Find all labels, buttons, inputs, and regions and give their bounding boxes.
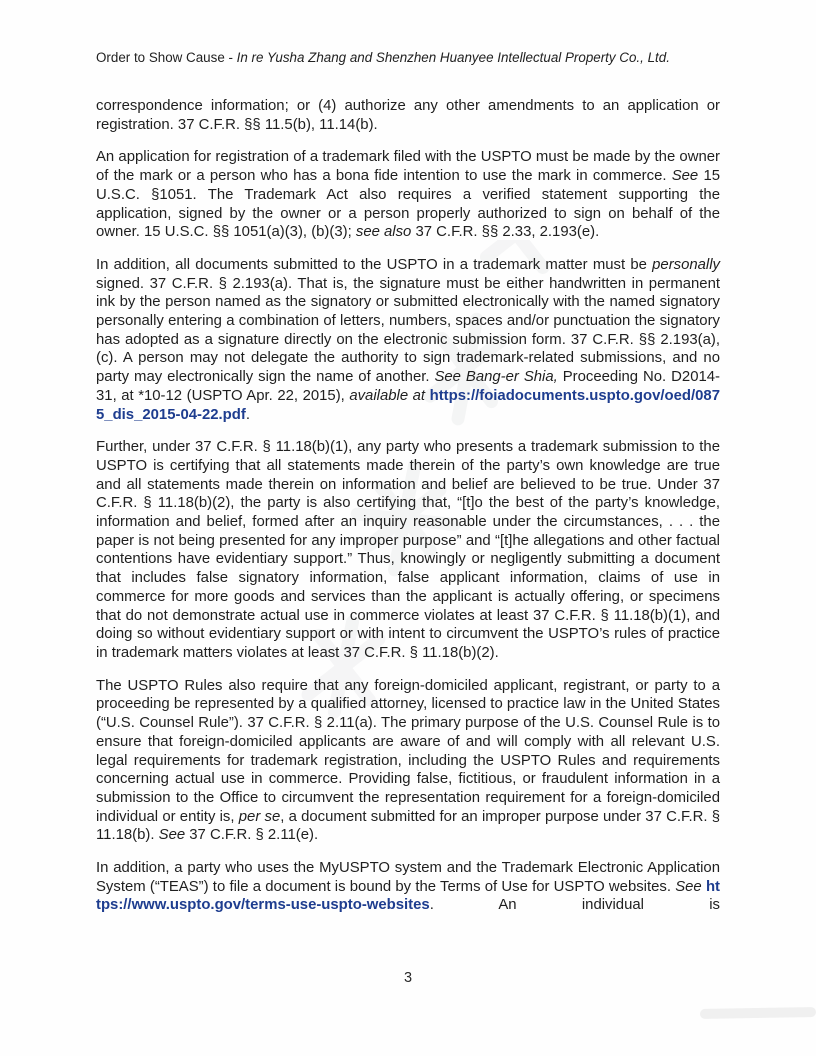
document-body xyxy=(96,97,720,929)
scan-smudge xyxy=(700,1007,816,1019)
text-segment: See xyxy=(675,878,702,895)
text-segment: Proceeding No. D2014-31, at *10-12 (USPTO Apr. 22, 2015), xyxy=(96,369,720,404)
paragraph-6 xyxy=(96,859,720,915)
text-segment: 37 C.F.R. §§ 2.33, 2.193(e). xyxy=(411,224,600,241)
page-header xyxy=(96,49,720,66)
text-segment: signed. 37 C.F.R. § 2.193(a). That is, the signature must be either handwritten in permanent ink by the person named as the signatory or submitted electronically with the named signatory personally entering a combination of letters, numbers, spaces and/or punctuation the signatory has adopted as a signature directly on the electronic submission form. 37 C.F.R. §§ 2.193(a), (c). A person may not delegate the authority to sign trademark-related submissions, and no party may electronically sign the name of another. xyxy=(96,275,720,386)
text-segment: personally xyxy=(652,256,720,273)
text-segment: see also xyxy=(355,224,412,241)
text-segment: available at xyxy=(349,387,430,404)
text-segment: An application for registration of a trademark filed with the USPTO must be made by the owner of the mark or a person who has a bona fide intention to use the mark in commerce. xyxy=(96,149,720,185)
text-segment: 37 C.F.R. § 2.11(e). xyxy=(185,827,319,844)
text-segment: correspondence information; or (4) authorize any other amendments to an application or registration. 37 C.F.R. §§ 11.5(b), 11.14(b). xyxy=(96,98,720,133)
text-segment: . xyxy=(245,406,250,423)
text-segment: The USPTO Rules also require that any foreign-domiciled applicant, registrant, or party to a proceeding be represented by a qualified attorney, licensed to practice law in the United States (“U.S. Counsel Rule”). 37 C.F.R. § 2.11(a). The primary purpose of the U.S. Counsel Rule is to ensure that foreign-domiciled applicants are aware of and will comply with all relevant U.S. legal requirements for trademark registration, including the USPTO Rules and requirements concerning actual use in commerce. Providing false, fictitious, or fraudulent information in a submission to the Office to circumvent the representation requirement for a foreign-domiciled individual or entity is, xyxy=(96,677,720,825)
paragraph-1 xyxy=(96,97,720,134)
header-case-title: In re Yusha Zhang and Shenzhen Huanyee Intellectual Property Co., Ltd. xyxy=(236,50,670,65)
paragraph-5 xyxy=(96,677,720,845)
page-footer xyxy=(0,970,816,986)
paragraph-3 xyxy=(96,256,720,424)
text-segment: . An individual is xyxy=(429,897,720,914)
text-segment: See xyxy=(158,827,186,844)
text-segment: 15 U.S.C. §1051. The Trademark Act also requires a verified statement supporting the application, signed by the owner or a person properly authorized to sign on behalf of the owner. 15 U.S.C. §§ 1051(a)(3), (b)(3); xyxy=(96,168,721,241)
text-segment: per se xyxy=(238,808,281,825)
text-segment: In addition, all documents submitted to the USPTO in a trademark matter must be xyxy=(96,256,653,273)
text-segment: In addition, a party who uses the MyUSPTO system and the Trademark Electronic Application System (“TEAS”) to file a document is bound by the Terms of Use for USPTO websites. xyxy=(96,860,720,895)
header-doc-type: Order to Show Cause - xyxy=(96,50,237,65)
text-segment: See Bang-er Shia, xyxy=(434,369,558,386)
text-segment: See xyxy=(671,168,699,185)
hyperlink[interactable]: https://www.uspto.gov/terms-use-uspto-websites xyxy=(96,878,720,914)
text-segment: , a document submitted for an improper purpose under 37 C.F.R. § 11.18(b). xyxy=(96,808,720,844)
page-number: 3 xyxy=(403,970,413,986)
hyperlink[interactable]: https://foiadocuments.uspto.gov/oed/0875_dis_2015-04-22.pdf xyxy=(96,387,720,423)
text-segment: Further, under 37 C.F.R. § 11.18(b)(1), any party who presents a trademark submission to the USPTO is certifying that all statements made therein of the party’s own knowledge are true and all statements made therein on information and belief are believed to be true. Under 37 C.F.R. § 11.18(b)(2), the party is also certifying that, “[t]o the best of the party’s knowledge, information and belief, formed after an inquiry reasonable under the circumstances, . . . the paper is not being presented for any improper purpose” and “[t]he allegations and other factual contentions have evidentiary support.” Thus, knowingly or negligently submitting a document that includes false signatory information, false applicant information, claims of use in commerce for more goods and services than the applicant is actually offering, or specimens that do not demonstrate actual use in commerce violates at least 37 C.F.R. § 11.18(b)(1), and doing so without evidentiary support or with intent to circumvent the USPTO’s rules of practice in trademark matters violates at least 37 C.F.R. § 11.18(b)(2). xyxy=(96,439,720,661)
paragraph-4 xyxy=(96,438,720,662)
paragraph-2 xyxy=(96,148,720,242)
